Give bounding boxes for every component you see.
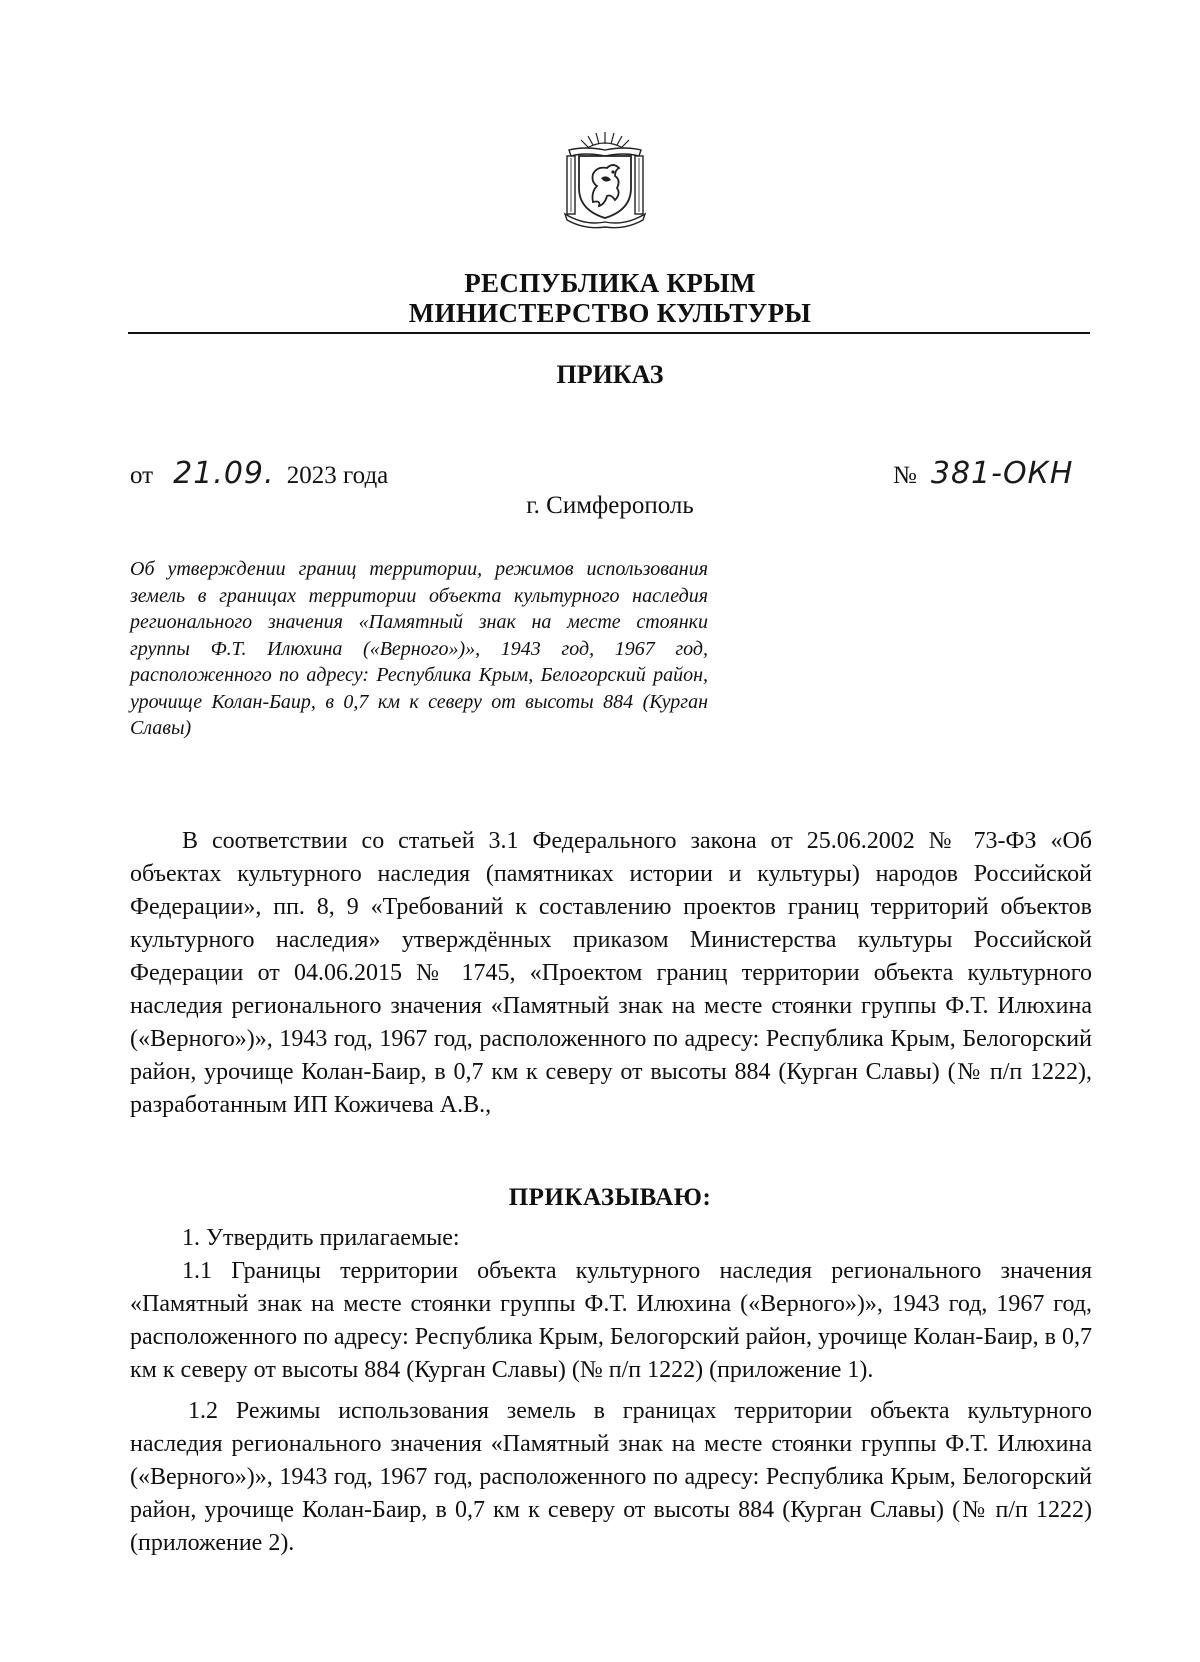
document-date [130,456,388,491]
number-prefix: № [893,462,917,489]
document-number [893,456,1073,491]
organization-line-2: МИНИСТЕРСТВО КУЛЬТУРЫ [408,298,812,328]
handwritten-date: 21.09. [173,456,275,491]
item-1-2: 1.2 Режимы использования земель в границах территории объекта культурного наследия регионального значения «Памятный знак на месте стоянки группы Ф.Т. Илюхина («Верного»)», 1943 год, 1967 год, расположенного по адресу: Республика Крым, Белогорский район, урочище Колан-Баир, в 0,7 км к северу от высоты 884 (Курган Славы) (№ п/п 1222) (приложение 2). [130,1398,1092,1556]
date-suffix: 2023 года [286,462,389,489]
order-items [130,1222,1092,1560]
crimea-coat-of-arms-icon [555,130,655,230]
handwritten-number: 381-ОКН [930,456,1074,491]
order-subject: Об утверждении границ территории, режимов использования земель в границах территории объекта культурного наследия регионального значения «Памятный знак на месте стоянки группы Ф.Т. Илюхина («Верного»)», 1943 год, 1967 год, расположенного по адресу: Республика Крым, Белогорский район, урочище Колан-Баир, в 0,7 км к северу от высоты 884 (Курган Славы) [130,558,708,739]
issue-city: г. Симферополь [526,492,694,519]
organization-line-1: РЕСПУБЛИКА КРЫМ [464,268,756,298]
date-prefix: от [130,462,154,489]
item-1-1: 1.1 Границы территории объекта культурного наследия регионального значения «Памятный знак на месте стоянки группы Ф.Т. Илюхина («Верного»)», 1943 год, 1967 год, расположенного по адресу: Республика Крым, Белогорский район, урочище Колан-Баир, в 0,7 км к северу от высоты 884 (Курган Славы) (№ п/п 1222) (приложение 1). [130,1258,1092,1383]
preamble-paragraph: В соответствии со статьей 3.1 Федерального закона от 25.06.2002 № 73-ФЗ «Об объектах культурного наследия (памятниках истории и культуры) народов Российской Федерации», пп. 8, 9 «Требований к составлению проектов границ территорий объектов культурного наследия» утверждённых приказом Министерства культуры Российской Федерации от 04.06.2015 № 1745, «Проектом границ территории объекта культурного наследия регионального значения «Памятный знак на месте стоянки группы Ф.Т. Илюхина («Верного»)», 1943 год, 1967 год, расположенного по адресу: Республика Крым, Белогорский район, урочище Колан-Баир, в 0,7 км к северу от высоты 884 (Курган Славы) (№ п/п 1222), разработанным ИП Кожичева А.В., [130,828,1092,1118]
decree-heading: ПРИКАЗЫВАЮ: [508,1184,712,1211]
header-divider [128,332,1090,334]
document-type-title: ПРИКАЗ [556,360,664,389]
item-1: 1. Утвердить прилагаемые: [182,1225,460,1251]
